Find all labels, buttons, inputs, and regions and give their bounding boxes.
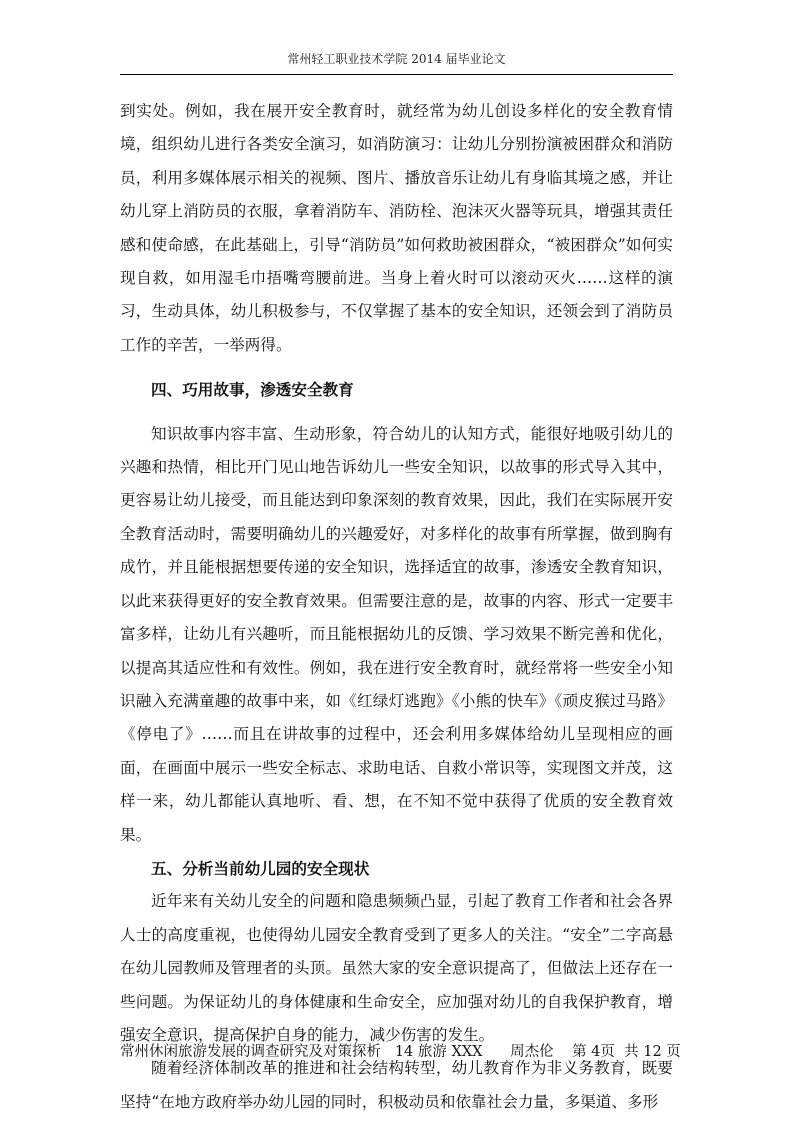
footer-author: 周杰伦 — [510, 1044, 554, 1060]
page-footer — [120, 1040, 681, 1061]
running-header: 常州轻工职业技术学院 2014 届毕业论文 — [287, 52, 506, 66]
paragraph-stories: 知识故事内容丰富、生动形象，符合幼儿的认知方式，能很好地吸引幼儿的兴趣和热情，相比开门见山地告诉幼儿一些安全知识，以故事的形式导入其中，更容易让幼儿接受，而且能达到印象深刻的教育效果，因此，我们在实际展开安全教育活动时，需要明确幼儿的兴趣爱好，对多样化的故事有所掌握，做到胸有成竹，并且能根据想要传递的安全知识，选择适宜的故事，渗透安全教育知识，以此来获得更好的安全教育效果。但需要注意的是，故事的内容、形式一定要丰富多样，让幼儿有兴趣听，而且能根据幼儿的反馈、学习效果不断完善和优化，以提高其适应性和有效性。例如，我在进行安全教育时，就经常将一些安全小知识融入充满童趣的故事中来，如《红绿灯逃跑》《小熊的快车》《顽皮猴过马路》《停电了》……而且在讲故事的过程中，还会利用多媒体给幼儿呈现相应的画面，在画面中展示一些安全标志、求助电话、自救小常识等，实现图文并茂，这样一来，幼儿都能认真地听、看、想，在不知不觉中获得了优质的安全教育效果。 — [120, 424, 673, 844]
paragraph-current-status: 近年来有关幼儿安全的问题和隐患频频凸显，引起了教育工作者和社会各界人士的高度重视，也使得幼儿园安全教育受到了更多人的关注。“安全”二字高悬在幼儿园教师及管理者的头顶。虽然大家的安全意识提高了，但做法上还存在一些问题。为保证幼儿的身体健康和生命安全，应加强对幼儿的自我保护教育，增强安全意识，提高保护自身的能力，减少伤害的发生。 — [120, 892, 673, 1044]
footer-thesis-title: 常州休闲旅游发展的调查研究及对策探析 — [120, 1044, 381, 1060]
page-body — [120, 95, 673, 1119]
footer-page-number: 第 4页 共 12 页 — [572, 1044, 681, 1060]
footer-class: 14 旅游 XXX — [394, 1044, 483, 1060]
paragraph-fire-drill: 到实处。例如，我在展开安全教育时，就经常为幼儿创设多样化的安全教育情境，组织幼儿进行各类安全演习，如消防演习：让幼儿分别扮演被困群众和消防员，利用多媒体展示相关的视频、图片、播放音乐让幼儿有身临其境之感，并让幼儿穿上消防员的衣服，拿着消防车、消防栓、泡沫灭火器等玩具，增强其责任感和使命感，在此基础上，引导“消防员”如何救助被困群众，“被困群众”如何实现自救，如用湿毛巾捂嘴弯腰前进。当身上着火时可以滚动灭火……这样的演习，生动具体，幼儿积极参与，不仅掌握了基本的安全知识，还领会到了消防员工作的辛苦，一举两得。 — [120, 102, 673, 354]
paragraph-reform: 随着经济体制改革的推进和社会结构转型，幼儿教育作为非义务教育，既要坚持“在地方政府举办幼儿园的同时，积极动员和依靠社会力量，多渠道、多形 — [120, 1059, 673, 1111]
section-heading-4: 四、巧用故事，渗透安全教育 — [151, 380, 354, 400]
header-divider — [120, 74, 673, 75]
section-heading-5: 五、分析当前幼儿园的安全现状 — [151, 858, 370, 878]
